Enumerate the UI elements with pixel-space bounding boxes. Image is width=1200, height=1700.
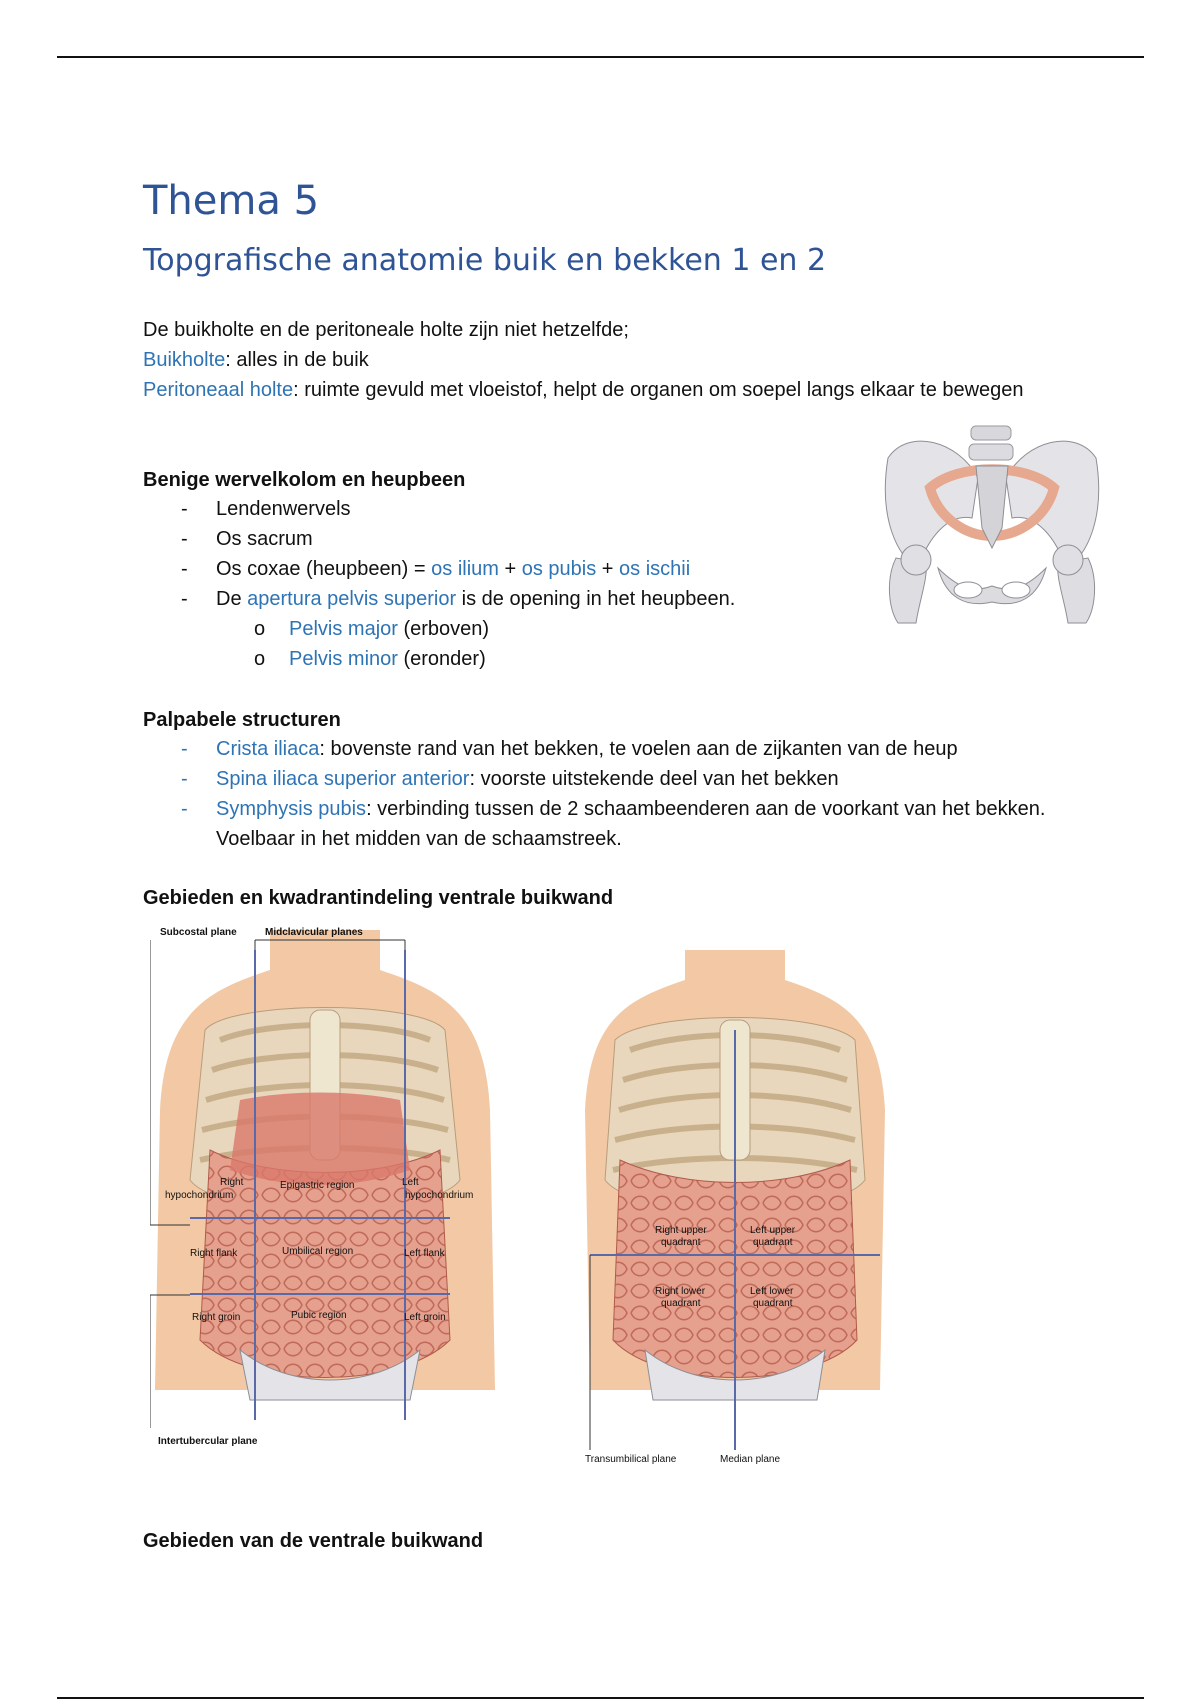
list-item: - Spina iliaca superior anterior: voorste uitstekende deel van het bekken <box>143 764 1063 794</box>
section-heading-palpabel: Palpabele structuren <box>143 709 341 731</box>
label-left-lower-quadrant-2: quadrant <box>753 1298 793 1309</box>
page-subtitle: Topgrafische anatomie buik en bekken 1 en 2 <box>143 243 827 278</box>
list-item: - Crista iliaca: bovenste rand van het bekken, te voelen aan de zijkanten van de heup <box>143 734 1063 764</box>
label-right-lower-quadrant: Right lower <box>655 1286 706 1297</box>
o-marker: o <box>254 618 266 640</box>
label-right-upper-quadrant: Right upper <box>655 1225 707 1236</box>
label-right-flank: Right flank <box>190 1248 238 1259</box>
pelvis-illustration <box>868 418 1116 628</box>
label-midclavicular-planes: Midclavicular planes <box>265 927 363 938</box>
term-spina-iliaca: Spina iliaca superior anterior <box>216 768 470 790</box>
term-crista-iliaca: Crista iliaca <box>216 738 320 760</box>
dash-marker: - <box>181 588 188 610</box>
label-left-hypochondrium-2: hypochondrium <box>405 1190 474 1201</box>
list-item: - De apertura pelvis superior is de opening in het heupbeen. o Pelvis major (erboven) o Pelvis minor (eronder) <box>143 584 1063 674</box>
label-left-upper-quadrant-2: quadrant <box>753 1237 793 1248</box>
label-left-flank: Left flank <box>404 1248 445 1259</box>
section-heading-wervelkolom: Benige wervelkolom en heupbeen <box>143 469 466 491</box>
page-title: Thema 5 <box>143 178 320 224</box>
footer-rule <box>57 1697 1144 1699</box>
o-marker: o <box>254 648 266 670</box>
term-peritoneaal: Peritoneaal holte <box>143 379 294 401</box>
list-palpabel <box>143 734 1063 854</box>
term-symphysis-pubis: Symphysis pubis <box>216 798 367 820</box>
definition-buikholte <box>143 345 1043 375</box>
section-heading-ventrale-buikwand: Gebieden van de ventrale buikwand <box>143 1530 484 1552</box>
figure-abdominal-quadrants <box>585 950 885 1465</box>
intro-paragraph <box>143 315 1043 405</box>
dash-marker: - <box>181 738 188 760</box>
term-os-pubis: os pubis <box>521 558 597 580</box>
label-left-lower-quadrant: Left lower <box>750 1286 794 1297</box>
definition-peritoneaal <box>143 375 1033 405</box>
dash-marker: - <box>181 768 188 790</box>
label-umbilical: Umbilical region <box>282 1246 354 1257</box>
label-right-hypochondrium: Right <box>220 1177 244 1188</box>
list-item: - Lendenwervels <box>143 494 1063 524</box>
intro-line: De buikholte en de peritoneale holte zijn niet hetzelfde; <box>143 319 629 341</box>
figure-abdominal-regions <box>150 920 510 1450</box>
label-right-lower-quadrant-2: quadrant <box>661 1298 701 1309</box>
header-rule <box>57 56 1144 58</box>
dash-marker: - <box>181 798 188 820</box>
dash-marker: - <box>181 558 188 580</box>
label-left-upper-quadrant: Left upper <box>750 1225 796 1236</box>
list-item: - Os sacrum <box>143 524 1063 554</box>
label-pubic: Pubic region <box>291 1310 347 1321</box>
label-right-upper-quadrant-2: quadrant <box>661 1237 701 1248</box>
label-right-groin: Right groin <box>192 1312 241 1323</box>
label-right-hypochondrium-2: hypochondrium <box>165 1190 234 1201</box>
section-heading-kwadrant: Gebieden en kwadrantindeling ventrale buikwand <box>143 887 614 909</box>
dash-marker: - <box>181 498 188 520</box>
term-os-ischii: os ischii <box>619 558 691 580</box>
label-intertubercular-plane: Intertubercular plane <box>158 1436 258 1447</box>
term-pelvis-minor: Pelvis minor <box>289 648 398 670</box>
sublist-item: o Pelvis minor (eronder) <box>216 644 1063 674</box>
def-peritoneaal: : ruimte gevuld met vloeistof, helpt de organen om soepel langs elkaar te bewegen <box>293 379 1024 401</box>
list-item: - Os coxae (heupbeen) = os ilium + os pubis + os ischii <box>143 554 1063 584</box>
label-left-groin: Left groin <box>404 1312 446 1323</box>
term-apertura: apertura pelvis superior <box>247 588 457 610</box>
label-transumbilical-plane: Transumbilical plane <box>585 1454 677 1465</box>
label-median-plane: Median plane <box>720 1454 781 1465</box>
dash-marker: - <box>181 528 188 550</box>
term-pelvis-major: Pelvis major <box>289 618 398 640</box>
term-os-ilium: os ilium <box>431 558 499 580</box>
label-left-hypochondrium: Left <box>402 1177 419 1188</box>
label-subcostal-plane: Subcostal plane <box>160 927 237 938</box>
label-epigastric: Epigastric region <box>280 1180 355 1191</box>
sublist-item: o Pelvis major (erboven) <box>216 614 1063 644</box>
term-buikholte: Buikholte <box>143 349 226 371</box>
def-buikholte: : alles in de buik <box>225 349 369 371</box>
list-item: - Symphysis pubis: verbinding tussen de 2 schaambeenderen aan de voorkant van het bekken. Voelbaar in het midden van de schaamstreek. <box>143 794 1066 854</box>
